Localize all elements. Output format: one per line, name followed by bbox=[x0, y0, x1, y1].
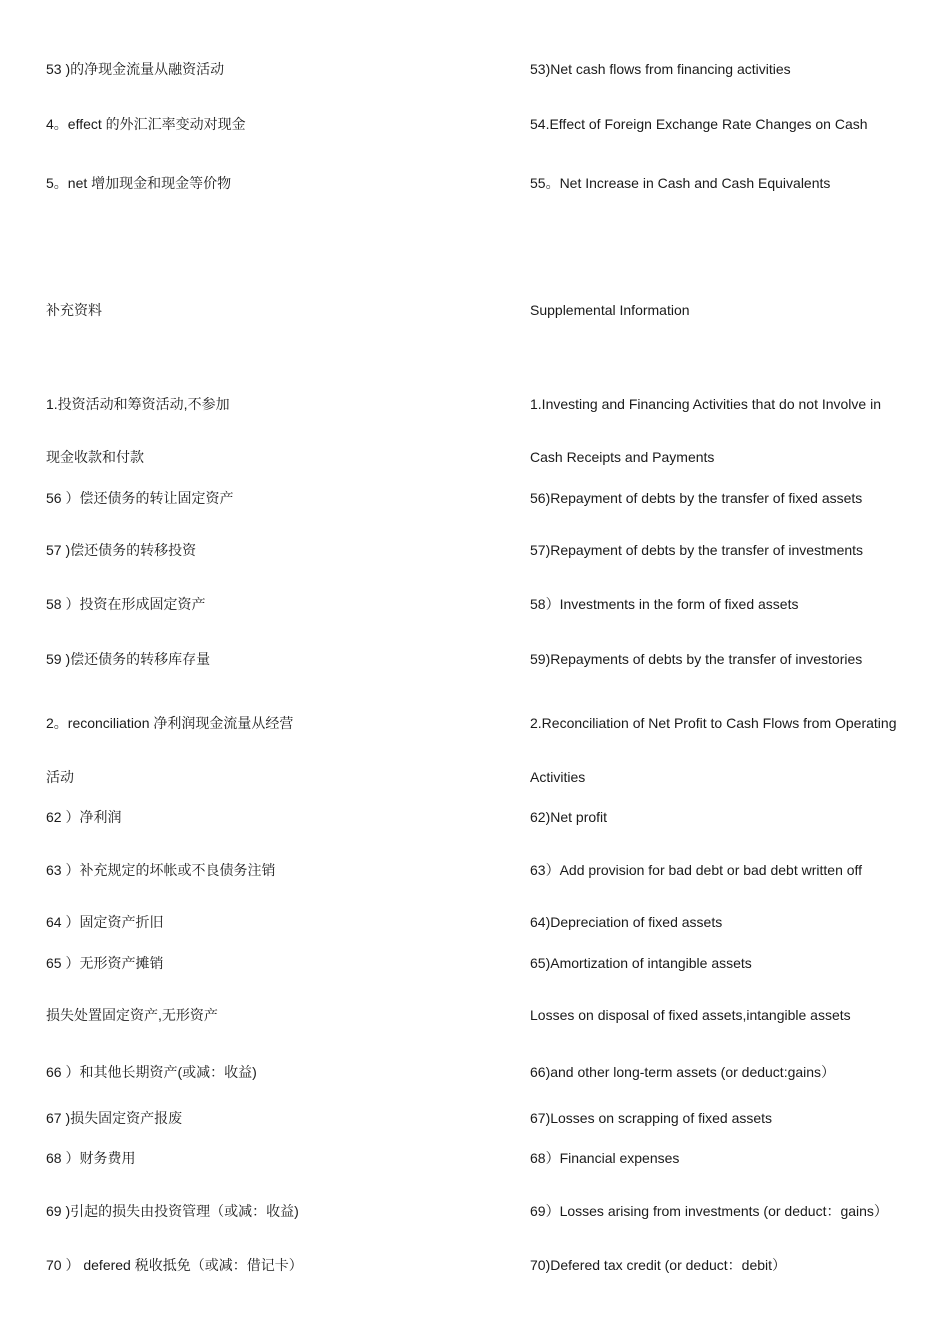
english-text: Supplemental Information bbox=[530, 302, 690, 318]
chinese-text: 63 ）补充规定的坏帐或不良债务注销 bbox=[46, 862, 276, 878]
chinese-text: 56 ）偿还债务的转让固定资产 bbox=[46, 490, 234, 506]
english-text: 65)Amortization of intangible assets bbox=[530, 955, 752, 971]
chinese-text: 68 ）财务费用 bbox=[46, 1150, 136, 1166]
chinese-text: 53 )的净现金流量从融资活动 bbox=[46, 61, 225, 77]
chinese-text: 62 ）净利润 bbox=[46, 809, 122, 825]
english-text: 62)Net profit bbox=[530, 809, 608, 825]
line-57 bbox=[0, 540, 950, 560]
chinese-text: 57 )偿还债务的转移投资 bbox=[46, 542, 197, 558]
line-69 bbox=[0, 1201, 950, 1221]
line-67 bbox=[0, 1108, 950, 1128]
chinese-text: 活动 bbox=[46, 769, 74, 785]
line-56 bbox=[0, 488, 950, 508]
english-text: 68）Financial expenses bbox=[530, 1150, 680, 1166]
english-text: 70)Defered tax credit (or deduct：debit） bbox=[530, 1257, 787, 1273]
line-64 bbox=[0, 912, 950, 932]
chinese-text: 59 )偿还债务的转移库存量 bbox=[46, 651, 211, 667]
chinese-text: 65 ）无形资产摊销 bbox=[46, 955, 164, 971]
english-text: Losses on disposal of fixed assets,intangible assets bbox=[530, 1007, 851, 1023]
line-70 bbox=[0, 1255, 950, 1275]
line-losses-disposal bbox=[0, 1005, 950, 1025]
line-66 bbox=[0, 1062, 950, 1082]
english-text: Activities bbox=[530, 769, 586, 785]
english-text: 54.Effect of Foreign Exchange Rate Changes on Cash bbox=[530, 116, 868, 132]
subsection-2 bbox=[0, 713, 950, 733]
line-68 bbox=[0, 1148, 950, 1168]
english-text: 69）Losses arising from investments (or deduct：gains） bbox=[530, 1203, 888, 1219]
line-63 bbox=[0, 860, 950, 880]
english-text: 67)Losses on scrapping of fixed assets bbox=[530, 1110, 773, 1126]
line-65 bbox=[0, 953, 950, 973]
line-59 bbox=[0, 649, 950, 669]
english-text: 64)Depreciation of fixed assets bbox=[530, 914, 723, 930]
line-55 bbox=[0, 173, 950, 193]
subsection-2-continued bbox=[0, 767, 950, 787]
line-62 bbox=[0, 807, 950, 827]
english-text: 53)Net cash flows from financing activities bbox=[530, 61, 791, 77]
line-58 bbox=[0, 594, 950, 614]
chinese-text: 5。net 增加现金和现金等价物 bbox=[46, 175, 232, 191]
english-text: Cash Receipts and Payments bbox=[530, 449, 715, 465]
chinese-text: 70 ） defered 税收抵免（或减：借记卡） bbox=[46, 1257, 303, 1273]
chinese-text: 69 )引起的损失由投资管理（或减：收益) bbox=[46, 1203, 299, 1219]
chinese-text: 1.投资活动和筹资活动,不参加 bbox=[46, 396, 230, 412]
line-53 bbox=[0, 59, 950, 79]
chinese-text: 64 ）固定资产折旧 bbox=[46, 914, 164, 930]
line-54 bbox=[0, 114, 950, 134]
section-heading bbox=[0, 300, 950, 320]
english-text: 59)Repayments of debts by the transfer of investories bbox=[530, 651, 863, 667]
chinese-text: 损失处置固定资产,无形资产 bbox=[46, 1007, 218, 1023]
english-text: 57)Repayment of debts by the transfer of investments bbox=[530, 542, 864, 558]
english-text: 55。Net Increase in Cash and Cash Equivalents bbox=[530, 175, 831, 191]
chinese-text: 4。effect 的外汇汇率变动对现金 bbox=[46, 116, 246, 132]
chinese-text: 67 )损失固定资产报废 bbox=[46, 1110, 183, 1126]
english-text: 66)and other long-term assets (or deduct:gains） bbox=[530, 1064, 836, 1080]
chinese-text: 2。reconciliation 净利润现金流量从经营 bbox=[46, 715, 294, 731]
english-text: 1.Investing and Financing Activities that do not Involve in bbox=[530, 396, 881, 412]
subsection-1-continued bbox=[0, 447, 950, 467]
english-text: 56)Repayment of debts by the transfer of fixed assets bbox=[530, 490, 863, 506]
chinese-text: 补充资料 bbox=[46, 302, 102, 318]
chinese-text: 66 ）和其他长期资产(或减：收益) bbox=[46, 1064, 257, 1080]
chinese-text: 现金收款和付款 bbox=[46, 449, 144, 465]
english-text: 63）Add provision for bad debt or bad debt written off bbox=[530, 862, 863, 878]
english-text: 2.Reconciliation of Net Profit to Cash Flows from Operating bbox=[530, 715, 897, 731]
chinese-text: 58 ）投资在形成固定资产 bbox=[46, 596, 206, 612]
english-text: 58）Investments in the form of fixed assets bbox=[530, 596, 799, 612]
subsection-1 bbox=[0, 394, 950, 414]
